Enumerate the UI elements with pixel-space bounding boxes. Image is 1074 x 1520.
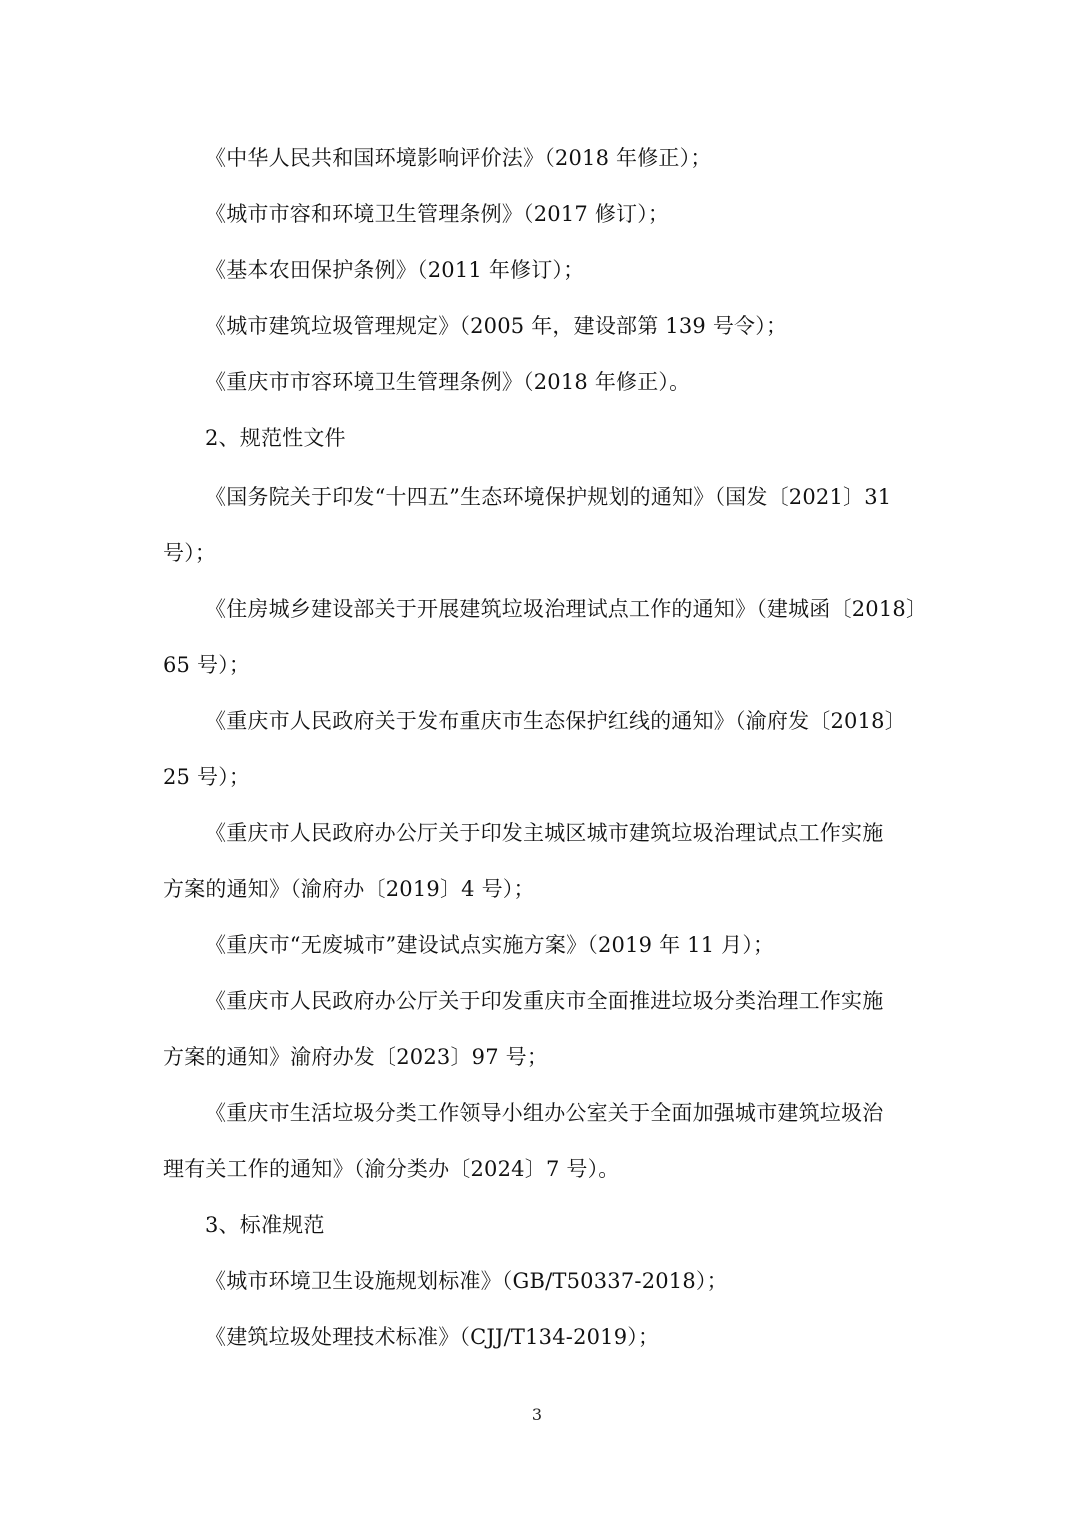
text-line: 25 号）； (163, 765, 251, 789)
text-line: 《重庆市生活垃圾分类工作领导小组办公室关于全面加强城市建筑垃圾治 (205, 1101, 884, 1125)
text-line: 《国务院关于印发“十四五”生态环境保护规划的通知》（国发〔2021〕31 (205, 485, 892, 509)
text-line: 《城市市容和环境卫生管理条例》（2017 修订）； (205, 202, 670, 226)
text-line: 《建筑垃圾处理技术标准》（CJJ/T134-2019）； (205, 1325, 660, 1349)
text-line: 方案的通知》渝府办发〔2023〕97 号； (163, 1045, 549, 1069)
text-line: 理有关工作的通知》（渝分类办〔2024〕7 号）。 (163, 1157, 620, 1181)
text-line: 65 号）； (163, 653, 251, 677)
text-line: 《重庆市市容环境卫生管理条例》（2018 年修正）。 (205, 370, 691, 394)
page-number: 3 (531, 1405, 543, 1424)
text-line: 号）； (163, 541, 217, 565)
text-line: 《重庆市“无废城市”建设试点实施方案》（2019 年 11 月）； (205, 933, 775, 957)
text-line: 《城市建筑垃圾管理规定》（2005 年，建设部第 139 号令）； (205, 314, 788, 338)
text-line: 《住房城乡建设部关于开展建筑垃圾治理试点工作的通知》（建城函〔2018〕 (205, 597, 928, 621)
text-line: 《重庆市人民政府办公厅关于印发主城区城市建筑垃圾治理试点工作实施 (205, 821, 884, 845)
text-line: 《城市环境卫生设施规划标准》（GB/T50337-2018）； (205, 1269, 728, 1293)
text-line: 方案的通知》（渝府办〔2019〕4 号）； (163, 877, 535, 901)
section-heading: 3、标准规范 (205, 1213, 325, 1237)
text-line: 《中华人民共和国环境影响评价法》（2018 年修正）； (205, 146, 712, 170)
text-line: 《重庆市人民政府办公厅关于印发重庆市全面推进垃圾分类治理工作实施 (205, 989, 884, 1013)
text-line: 《重庆市人民政府关于发布重庆市生态保护红线的通知》（渝府发〔2018〕 (205, 709, 906, 733)
section-heading: 2、规范性文件 (205, 426, 346, 450)
text-line: 《基本农田保护条例》（2011 年修订）； (205, 258, 585, 282)
